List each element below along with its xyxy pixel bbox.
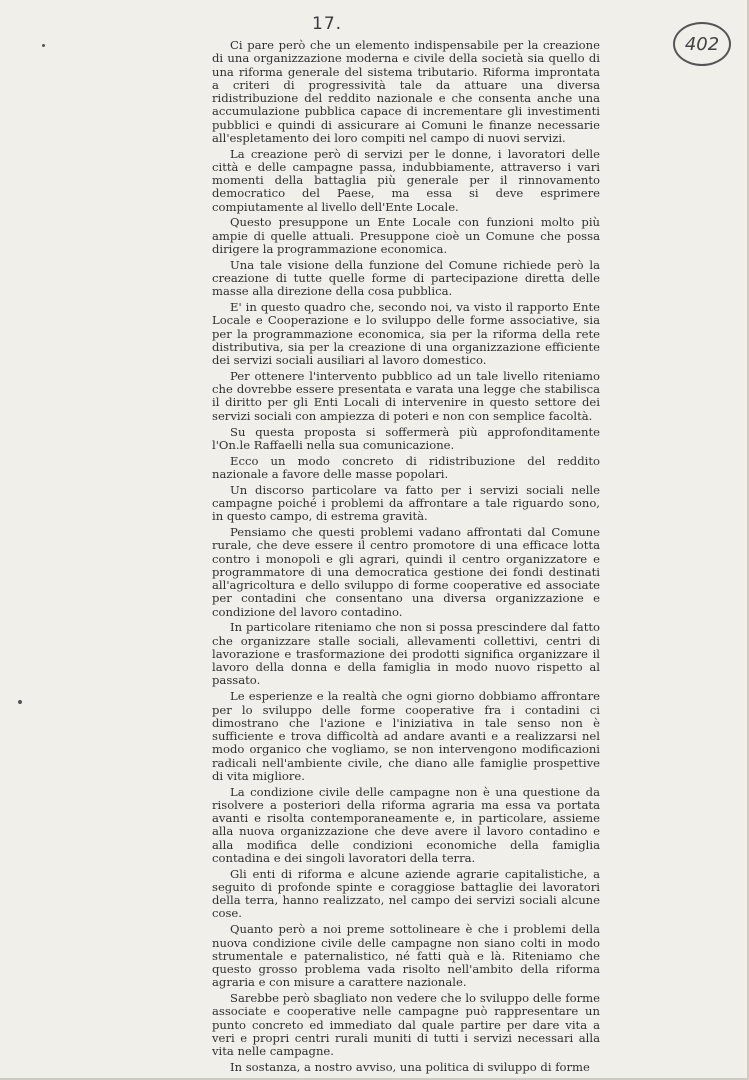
paragraph: Su questa proposta si soffermerà più approfonditamente l'On.le Raffaelli nella sua comunicazione. (212, 424, 600, 452)
paragraph: Gli enti di riforma e alcune aziende agrarie capitalistiche, a seguito di profonde spinte e coraggiose battaglie dei lavoratori della terra, hanno realizzato, nel campo dei servizi sociali alcune cose. (212, 866, 600, 921)
paragraph: Un discorso particolare va fatto per i servizi sociali nelle campagne poiché i problemi da affrontare a tale riguardo sono, in questo campo, di estrema gravità. (212, 482, 600, 524)
paragraph: Questo presuppone un Ente Locale con funzioni molto più ampie di quelle attuali. Presuppone cioè un Comune che possa dirigere la programmazione economica. (212, 215, 600, 256)
scan-mark-bottom (18, 700, 22, 704)
paragraph: Una tale visione della funzione del Comune richiede però la creazione di tutte quelle forme di partecipazione diretta delle masse alla direzione della cosa pubblica. (212, 257, 600, 299)
paragraph: Ci pare però che un elemento indispensabile per la creazione di una organizzazione moderna e civile della società sia quello di una riforma generale del sistema tributario. Riforma improntata a criteri di progressività tale da attuare una diversa ridistribuzione del reddito nazionale e che consenta anche una accumulazione pubblica capace di incrementare gli investimenti pubblici e quindi di assicurare ai Comuni le finanze necessarie all'espletamento dei loro compiti nel campo di nuovi servizi. (212, 38, 600, 145)
paragraph: Per ottenere l'intervento pubblico ad un tale livello riteniamo che dovrebbe essere presentata e varata una legge che stabilisca il diritto per gli Enti Locali di intervenire in questo settore dei servizi sociali con ampiezza di poteri e non con semplice facoltà. (212, 368, 600, 423)
paragraph: La condizione civile delle campagne non è una questione da risolvere a posteriori della riforma agraria ma essa va portata avanti e risolta contemporaneamente e, in particolare, assieme alla nuova organizzazione che deve avere il lavoro contadino e alla modifica delle condizioni economiche della famiglia contadina e dei singoli lavoratori della terra. (212, 784, 600, 865)
archive-stamp: 402 (673, 22, 731, 66)
paragraph: In particolare riteniamo che non si possa prescindere dal fatto che organizzare stalle sociali, allevamenti collettivi, centri di lavorazione e trasformazione dei prodotti significa organizzare il lavoro della donna e della famiglia in modo nuovo rispetto al passato. (212, 620, 600, 688)
paragraph: La creazione però di servizi per le donne, i lavoratori delle città e delle campagne passa, indubbiamente, attraverso i vari momenti della battaglia più generale per il rinnovamento democratico del Paese, ma essa si deve esprimere compiutamente al livello dell'Ente Locale. (212, 146, 600, 214)
paragraph: Pensiamo che questi problemi vadano affrontati dal Comune rurale, che deve essere il centro promotore di una efficace lotta contro i monopoli e gli agrari, quindi il centro organizzatore e programmatore di una democratica gestione dei fondi destinati all'agricoltura e dello sviluppo di forme cooperative ed associate per contadini che consentano una diversa organizzazione e condizione del lavoro contadino. (212, 525, 600, 619)
paragraph: Le esperienze e la realtà che ogni giorno dobbiamo affrontare per lo sviluppo delle forme cooperative fra i contadini ci dimostrano che l'azione e l'iniziativa in tale senso non è sufficiente e trova difficoltà ad andare avanti e a realizzarsi nel modo organico che vogliamo, se non intervengono modificazioni radicali nell'ambiente civile, che diano alle famiglie prospettive di vita migliore. (212, 689, 600, 783)
scan-mark-top (42, 44, 45, 47)
paragraph: In sostanza, a nostro avviso, una politica di sviluppo di forme (230, 1060, 590, 1074)
paragraph: E' in questo quadro che, secondo noi, va visto il rapporto Ente Locale e Cooperazione e lo sviluppo delle forme associative, sia per la programmazione economica, sia per la riforma della rete distributiva, sia per la creazione di una organizzazione efficiente dei servizi sociali ausiliari al lavoro domestico. (212, 300, 600, 368)
page-number: 17. (312, 14, 343, 34)
paragraph: Ecco un modo concreto di ridistribuzione del reddito nazionale a favore delle masse popolari. (212, 453, 600, 481)
paragraph: Sarebbe però sbagliato non vedere che lo sviluppo delle forme associate e cooperative nelle campagne può rappresentare un punto concreto ed immediato dal quale partire per dare vita a veri e propri centri rurali muniti di tutti i servizi necessari alla vita nelle campagne. (212, 991, 600, 1059)
body-text (212, 39, 600, 1077)
paragraph: Quanto però a noi preme sottolineare è che i problemi della nuova condizione civile delle campagne non siano colti in modo strumentale e paternalistico, né fatti quà e là. Riteniamo che questo grosso problema vada risolto nell'ambito della riforma agraria e con misure a carattere nazionale. (212, 922, 600, 990)
